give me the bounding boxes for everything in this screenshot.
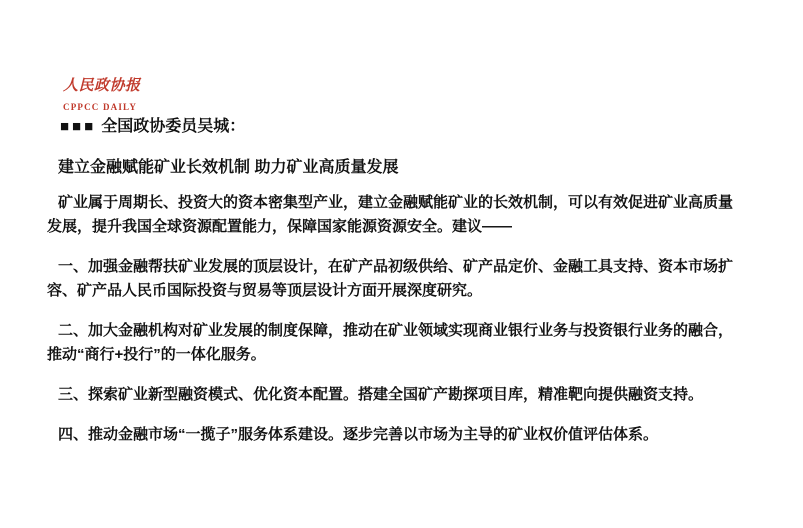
- byline-text: 全国政协委员吴城：: [101, 118, 246, 135]
- paragraph-point-4: 四、推动金融市场“一揽子”服务体系建设。逐步完善以市场为主导的矿业权价值评估体系。: [58, 426, 659, 443]
- paragraph-intro: 矿业属于周期长、投资大的资本密集型产业，建立金融赋能矿业的长效机制，可以有效促进矿业高质量发展，提升我国全球资源配置能力，保障国家能源资源安全。建议——: [47, 194, 734, 235]
- article-title: 建立金融赋能矿业长效机制 助力矿业高质量发展: [58, 159, 399, 176]
- paragraph-point-1: 一、加强金融帮扶矿业发展的顶层设计，在矿产品初级供给、矿产品定价、金融工具支持、资本市场扩容、矿产品人民币国际投资与贸易等顶层设计方面开展深度研究。: [47, 258, 734, 299]
- byline-marker-squares: ■■■: [60, 118, 97, 135]
- article-content: [47, 0, 741, 463]
- paragraph-point-2: 二、加大金融机构对矿业发展的制度保障，推动在矿业领域实现商业银行业务与投资银行业务的融合，推动“商行+投行”的一体化服务。: [47, 322, 734, 363]
- paragraph-point-3: 三、探索矿业新型融资模式、优化资本配置。搭建全国矿产勘探项目库，精准靶向提供融资支持。: [58, 386, 704, 403]
- logo-wordmark: 人民政协报: [63, 78, 141, 94]
- newspaper-logo: [63, 79, 741, 112]
- byline: [60, 119, 741, 135]
- logo-subtitle: CPPCC DAILY: [63, 102, 138, 112]
